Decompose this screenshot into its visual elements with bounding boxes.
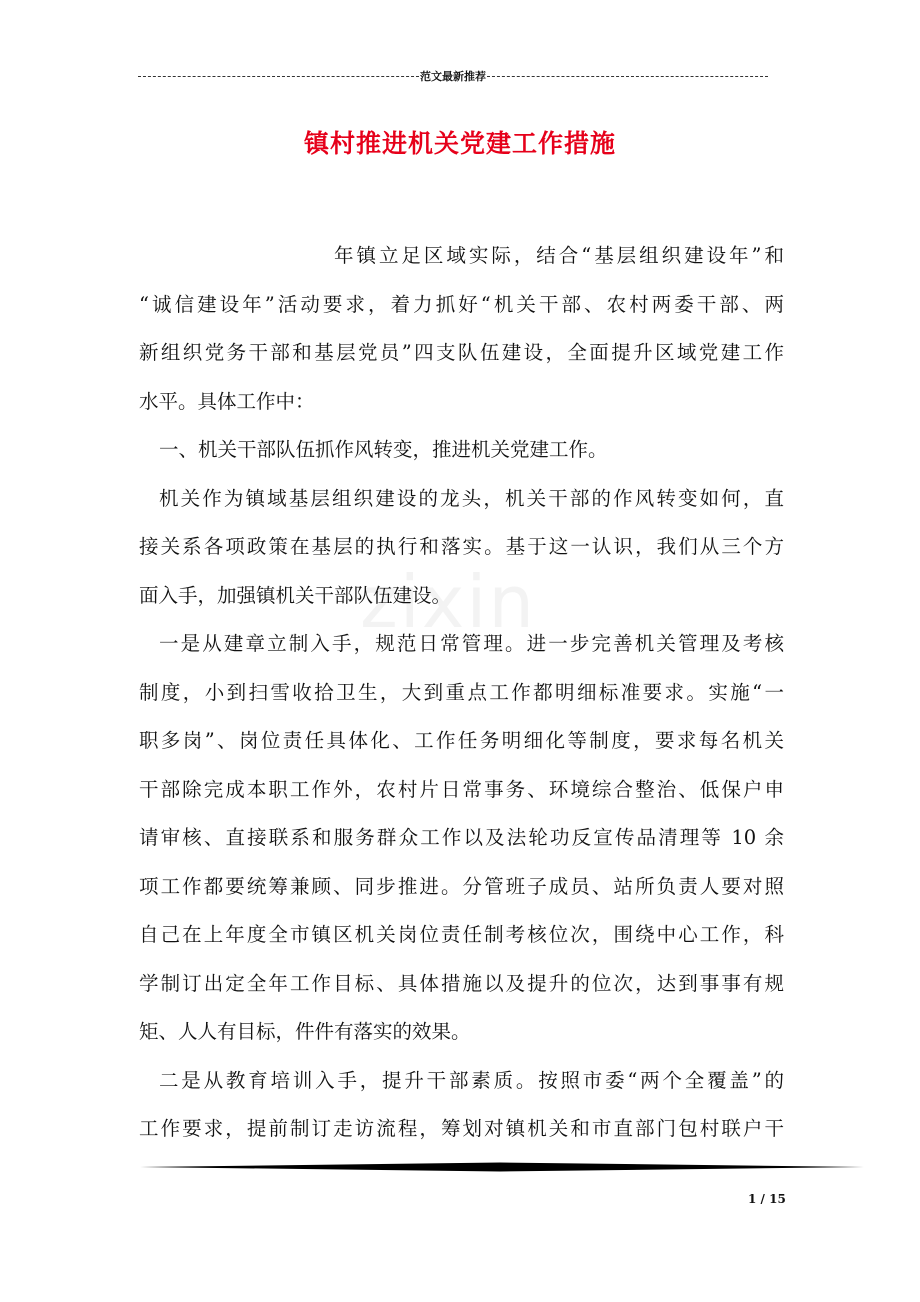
body-line: “诚信建设年”活动要求，着力抓好“机关干部、农村两委干部、两 [139,292,784,316]
body-line: 职多岗”、岗位责任具体化、工作任务明细化等制度，要求每名机关 [139,729,784,752]
body-line: 面入手，加强镇机关干部队伍建设。 [139,583,452,607]
page-header [138,66,768,86]
body-line: 一是从建章立制入手，规范日常管理。进一步完善机关管理及考核 [159,632,784,655]
body-line: 年镇立足区域实际，结合“基层组织建设年”和 [334,244,784,267]
body-line: 请审核、直接联系和服务群众工作以及法轮功反宣传品清理等 10 余 [139,826,784,849]
document-title: 镇村推进机关党建工作措施 [303,129,616,158]
body-line: 接关系各项政策在基层的执行和落实。基于这一认识，我们从三个方 [139,535,784,558]
header-label: 范文最新推荐 [420,70,486,83]
body-line: 水平。具体工作中： [139,389,315,413]
section-heading: 一、机关干部队伍抓作风转变，推进机关党建工作。 [159,438,608,461]
header-dashes-left [138,76,419,77]
body-line: 二是从教育培训入手，提升干部素质。按照市委“两个全覆盖”的 [159,1068,784,1092]
body-line: 矩、人人有目标，件件有落实的效果。 [139,1020,471,1043]
watermark: zixin [360,560,537,644]
body-line: 干部除完成本职工作外，农村片日常事务、环境综合整治、低保户申 [139,777,784,801]
footer-rule [140,1162,864,1172]
body-line: 新组织党务干部和基层党员”四支队伍建设，全面提升区域党建工作 [139,341,784,364]
body-line: 制度，小到扫雪收拾卫生，大到重点工作都明细标准要求。实施“一 [139,680,784,704]
body-line: 机关作为镇域基层组织建设的龙头，机关干部的作风转变如何，直 [159,486,784,510]
body-line: 自己在上年度全市镇区机关岗位责任制考核位次，围绕中心工作，科 [139,923,784,946]
header-dashes-right [487,76,768,77]
document-body [139,236,784,1158]
page-number: 1 / 15 [748,1192,786,1206]
body-line: 项工作都要统筹兼顾、同步推进。分管班子成员、站所负责人要对照 [139,874,784,898]
body-line: 学制订出定全年工作目标、具体措施以及提升的位次，达到事事有规 [139,971,784,995]
body-line: 工作要求，提前制订走访流程，筹划对镇机关和市直部门包村联户干 [139,1117,784,1140]
